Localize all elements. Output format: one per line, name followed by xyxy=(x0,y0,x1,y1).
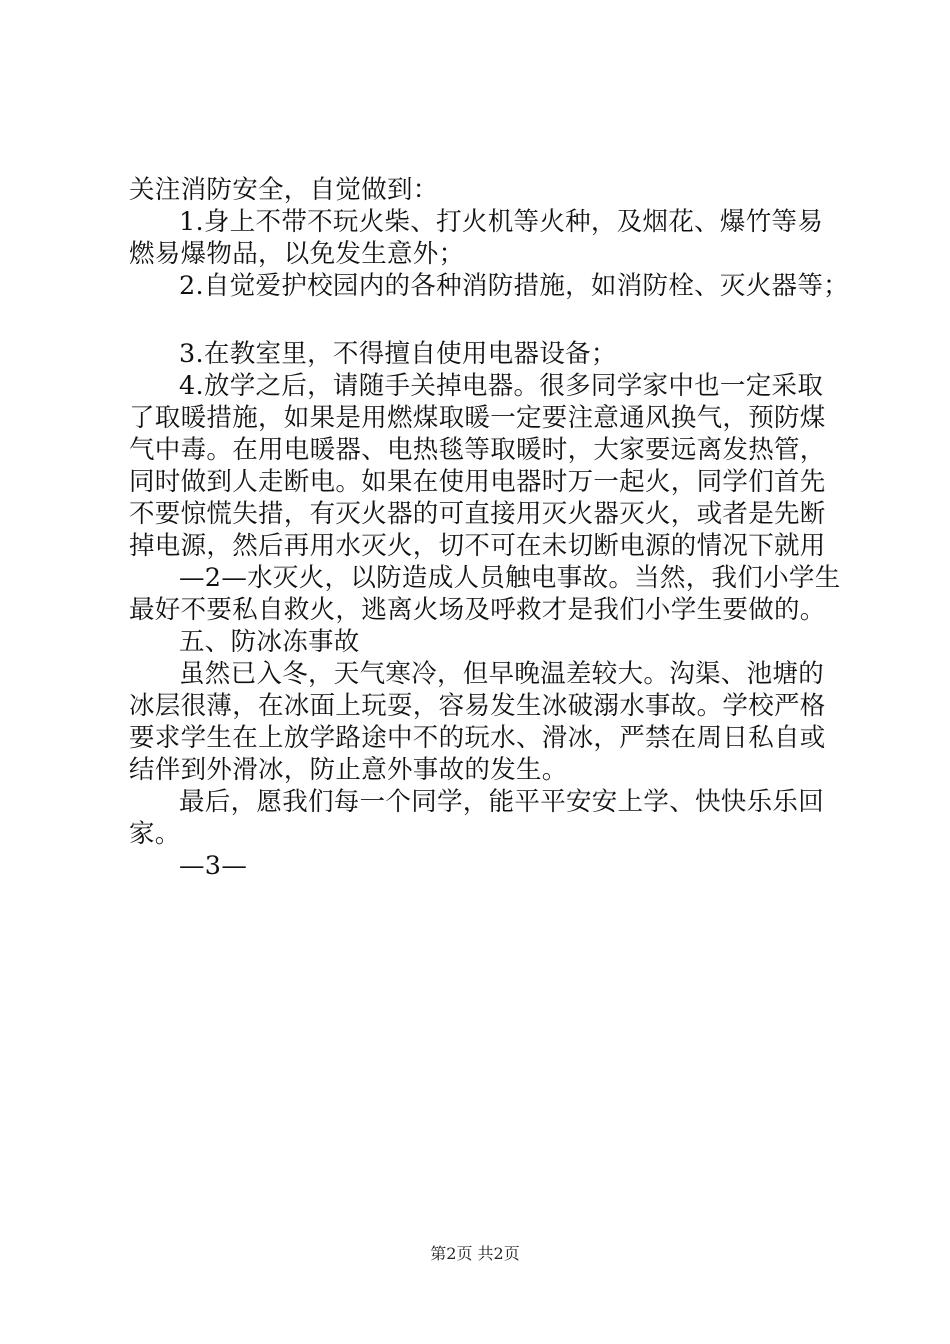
paragraph-first-line: 虽然已入冬，天气寒冷，但早晚温差较大。沟渠、池塘的 xyxy=(179,659,825,689)
text-line: 不要惊慌失措，有灭火器的可直接用灭火器灭火，或者是先断 xyxy=(129,499,826,529)
document-body xyxy=(129,174,849,882)
text-line: 同时做到人走断电。如果在使用电器时万一起火，同学们首先 xyxy=(129,467,826,497)
text-line: 家。 xyxy=(129,819,181,849)
page-number-label: 第2页 共2页 xyxy=(430,1244,520,1263)
closing-paragraph-line: 最后，愿我们每一个同学，能平平安安上学、快快乐乐回 xyxy=(179,787,825,817)
list-item-1-line: 1.身上不带不玩火柴、打火机等火种，及烟花、爆竹等易 xyxy=(179,207,824,237)
list-item-2-line: 2.自觉爱护校园内的各种消防措施，如消防栓、灭火器等； xyxy=(179,271,849,301)
text-line: 气中毒。在用电暖器、电热毯等取暖时，大家要远离发热管， xyxy=(129,435,826,465)
text-line: 结伴到外滑冰，防止意外事故的发生。 xyxy=(129,755,568,785)
section-heading: 五、防冰冻事故 xyxy=(179,627,360,657)
page-footer xyxy=(0,1244,950,1264)
text-line: 关注消防安全，自觉做到： xyxy=(129,175,439,205)
text-line: 冰层很薄，在冰面上玩耍，容易发生冰破溺水事故。学校严格 xyxy=(129,691,826,721)
blank-line xyxy=(129,302,841,338)
text-line-with-page-marker: —2—水灭火，以防造成人员触电事故。当然，我们小学生 xyxy=(179,563,841,593)
list-item-4-line: 4.放学之后，请随手关掉电器。很多同学家中也一定采取 xyxy=(179,371,824,401)
text-line: 了取暖措施，如果是用燃煤取暖一定要注意通风换气，预防煤 xyxy=(129,403,826,433)
list-item-3-line: 3.在教室里，不得擅自使用电器设备； xyxy=(179,339,617,369)
inline-page-marker: —3— xyxy=(179,851,248,881)
list-item-1-continuation: 燃易爆物品，以免发生意外； xyxy=(129,239,465,269)
text-line: 最好不要私自救火，逃离火场及呼救才是我们小学生要做的。 xyxy=(129,595,826,625)
text-line: 掉电源，然后再用水灭火，切不可在未切断电源的情况下就用 xyxy=(129,531,826,561)
text-line: 要求学生在上放学路途中不的玩水、滑冰，严禁在周日私自或 xyxy=(129,723,826,753)
